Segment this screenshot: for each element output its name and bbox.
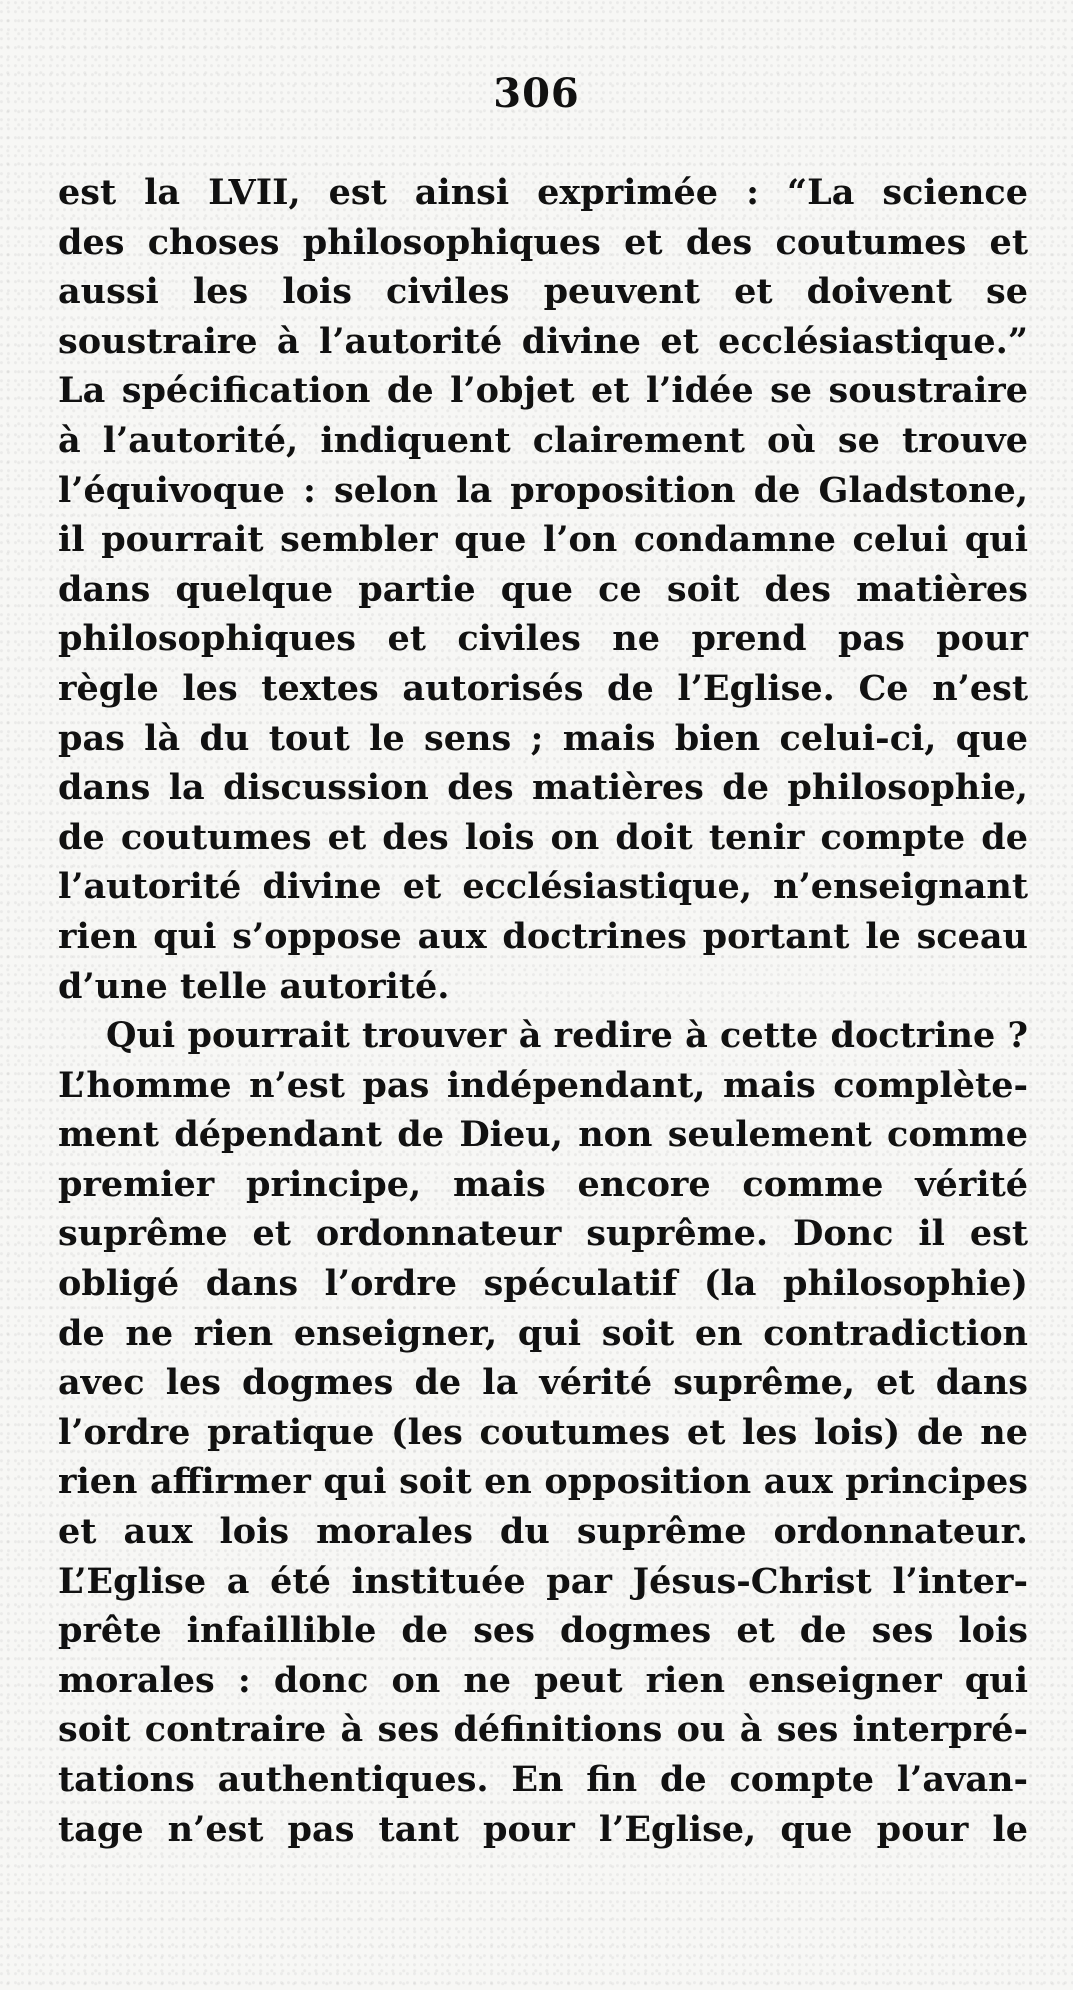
text-line: tations authentiques. En fin de compte l’avan- [58,1759,1028,1800]
body-text [58,168,1028,1854]
text-line: L’Eglise a été instituée par Jésus-Christ l’inter- [58,1560,1028,1602]
text-line: rien affirmer qui soit en opposition aux principes [58,1461,1028,1503]
text-line: est la LVII, est ainsi exprimée : “La science [58,172,1028,213]
text-line: L’homme n’est pas indépendant, mais complète- [58,1064,1028,1106]
text-line: aussi les lois civiles peuvent et doivent se [58,271,1028,313]
text-line: de coutumes et des lois on doit tenir compte de [58,816,1028,858]
text-line: obligé dans l’ordre spéculatif (la philosophie) [58,1263,1028,1305]
text-line: soit contraire à ses définitions ou à ses interpré- [58,1709,1028,1751]
text-line: rien qui s’oppose aux doctrines portant le sceau [58,915,1028,957]
text-line: Qui pourrait trouver à redire à cette doctrine ? [106,1015,1028,1057]
text-line: d’une telle autorité. [58,965,450,1007]
text-line: et aux lois morales du suprême ordonnateur. [58,1511,1028,1553]
text-line: dans la discussion des matières de philosophie, [58,767,1028,809]
text-line: de ne rien enseigner, qui soit en contradiction [58,1312,1028,1354]
text-line: morales : donc on ne peut rien enseigner qui [58,1659,1028,1701]
text-line: tage n’est pas tant pour l’Eglise, que pour le [58,1808,1028,1850]
text-line: philosophiques et civiles ne prend pas pour [58,618,1028,660]
text-line: il pourrait sembler que l’on condamne celui qui [58,519,1028,561]
text-line: suprême et ordonnateur suprême. Donc il est [58,1213,1028,1255]
text-line: avec les dogmes de la vérité suprême, et dans [58,1362,1028,1404]
text-line: règle les textes autorisés de l’Eglise. Ce n’est [58,667,1028,709]
text-line: ment dépendant de Dieu, non seulement comme [58,1114,1028,1156]
text-line: prête infaillible de ses dogmes et de ses lois [58,1610,1028,1652]
text-line: premier principe, mais encore comme vérité [58,1163,1028,1205]
text-line: l’équivoque : selon la proposition de Gladstone, [58,469,1028,511]
text-line: pas là du tout le sens ; mais bien celui-ci, que [58,717,1028,759]
text-line: des choses philosophiques et des coutumes et [58,221,1028,263]
text-line: soustraire à l’autorité divine et ecclésiastique.” [58,320,1028,362]
text-line: l’ordre pratique (les coutumes et les lois) de ne [58,1411,1028,1453]
page-number: 306 [493,70,580,117]
text-line: l’autorité divine et ecclésiastique, n’enseignant [58,866,1028,908]
text-line: à l’autorité, indiquent clairement où se trouve [58,419,1028,461]
text-line: La spécification de l’objet et l’idée se soustraire [58,370,1028,412]
text-line: dans quelque partie que ce soit des matières [58,568,1028,610]
